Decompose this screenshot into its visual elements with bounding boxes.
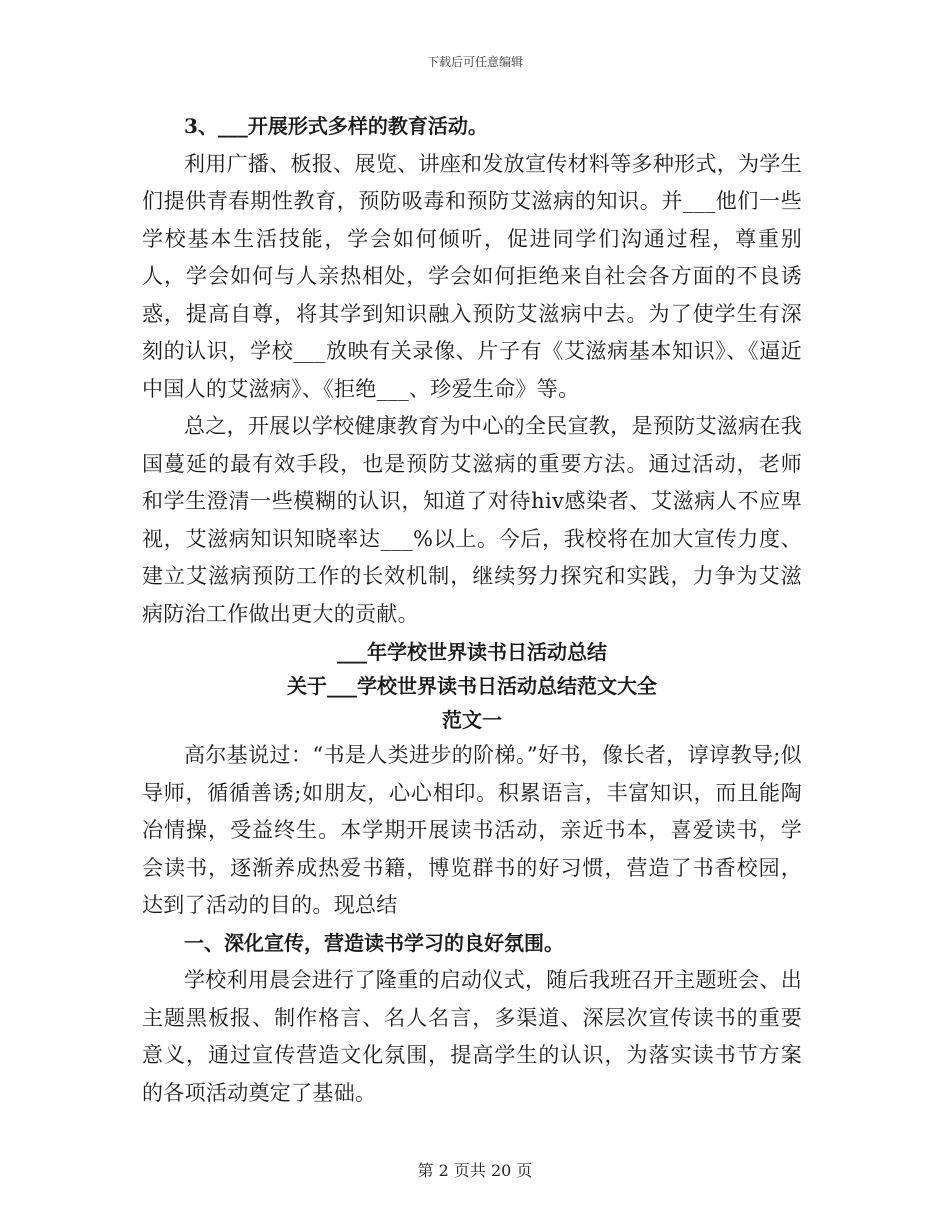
sample-title: 范文一 bbox=[442, 708, 502, 732]
paragraph-education-activities: 利用广播、板报、展览、讲座和发放宣传材料等多种形式，为学生们提供青春期性教育，预防吸毒和预防艾滋病的知识。并___他们一些学校基本生活技能，学会如何倾听，促进同学们沟通过程，尊重别人，学会如何与人亲热相处，学会如何拒绝来自社会各方面的不良诱惑，提高自尊，将其学到知识融入预防艾滋病中去。为了使学生有深刻的认识，学校___放映有关录像、片子有《艾滋病基本知识》、《逼近中国人的艾滋病》、《拒绝___、珍爱生命》等。 bbox=[142, 151, 802, 401]
section-heading-1: 一、深化宣传，营造读书学习的良好氛围。 bbox=[184, 930, 564, 955]
paragraph-summary: 总之，开展以学校健康教育为中心的全民宣教，是预防艾滋病在我国蔓延的最有效手段，也是预防艾滋病的重要方法。通过活动，老师和学生澄清一些模糊的认识，知道了对待hiv感染者、艾滋病人不应卑视，艾滋病知识知晓率达___%以上。今后，我校将在加大宣传力度、建立艾滋病预防工作的长效机制，继续努力探究和实践，力争为艾滋病防治工作做出更大的贡献。 bbox=[142, 414, 802, 626]
document-title: ___年学校世界读书日活动总结 bbox=[337, 640, 607, 664]
page-number: 第 2 页共 20 页 bbox=[417, 1161, 533, 1180]
section-heading-3: 3、___开展形式多样的教育活动。 bbox=[184, 114, 488, 138]
document-subtitle: 关于___学校世界读书日活动总结范文大全 bbox=[287, 674, 657, 698]
page-header: 下载后可任意编辑 bbox=[426, 55, 523, 69]
paragraph-promotion: 学校利用晨会进行了隆重的启动仪式，随后我班召开主题班会、出主题黑板报、制作格言、名人名言，多渠道、深层次宣传读书的重要意义，通过宣传营造文化氛围，提高学生的认识，为落实读书节方案的各项活动奠定了基础。 bbox=[142, 968, 802, 1105]
paragraph-gorky-quote: 高尔基说过：“书是人类进步的阶梯。”好书，像长者，谆谆教导;似导师，循循善诱;如朋友，心心相印。积累语言，丰富知识，而且能陶冶情操，受益终生。本学期开展读书活动，亲近书本，喜爱读书，学会读书，逐渐养成热爱书籍，博览群书的好习惯，营造了书香校园，达到了活动的目的。现总结 bbox=[142, 743, 802, 917]
document-body bbox=[142, 108, 802, 1112]
